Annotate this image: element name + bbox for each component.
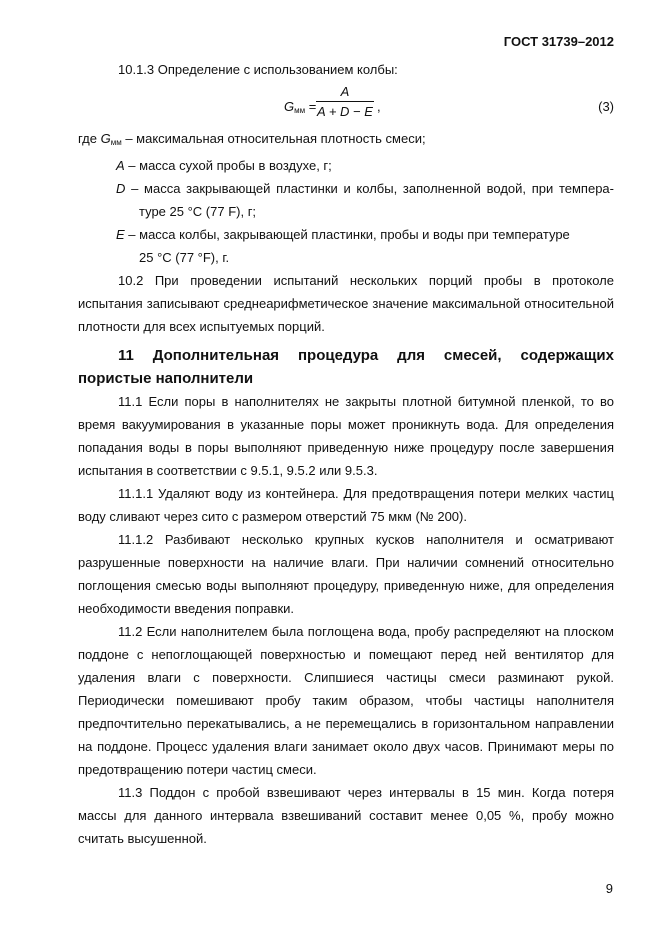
var-description: – масса колбы, закрывающей пластинки, пробы и воды при температуре bbox=[124, 227, 570, 242]
var-description: – масса закрывающей пластинки и колбы, заполненной водой, при темпера- bbox=[125, 181, 614, 196]
where-item-a bbox=[78, 154, 614, 177]
where-item-e bbox=[78, 223, 614, 246]
where-item-d bbox=[78, 177, 614, 200]
paragraph-10-2: 10.2 При проведении испытаний нескольких порций пробы в протоколе испытания записывают среднеарифметическое значение максимальной относительной плотности для всех испытуемых порций. bbox=[78, 273, 614, 334]
formula-denominator: A + D − E bbox=[317, 104, 373, 119]
section-11-title: 11 Дополнительная процедура для смесей, содержащих пористые наполнители bbox=[78, 347, 614, 387]
where-item-e-continued: 25 °С (77 °F), г. bbox=[139, 250, 230, 265]
where-item-d-continued: туре 25 °С (77 F), г; bbox=[139, 204, 257, 219]
paragraph-11-1-1: 11.1.1 Удаляют воду из контейнера. Для предотвращения потери мелких частиц воду сливают через сито с размером отверстий 75 мкм (№ 200). bbox=[78, 486, 614, 524]
page-number: 9 bbox=[605, 881, 613, 896]
formula-fraction bbox=[316, 84, 374, 120]
formula-numerator: A bbox=[340, 84, 350, 99]
where-g-text: – максимальная относительная плотность смеси; bbox=[121, 131, 426, 146]
paragraph-11-1: 11.1 Если поры в наполнителях не закрыты плотной битумной пленкой, то во время вакуумирования в указанные поры может проникнуть вода. Для определения попадания воды в поры выполняют приведенную ниже процедуру после завершения испытания в соответствии с 9.5.1, 9.5.2 или 9.5.3. bbox=[78, 394, 614, 478]
where-prefix: где bbox=[78, 131, 101, 146]
paragraph-11-2: 11.2 Если наполнителем была поглощена вода, пробу распределяют на плоском поддоне с непоглощающей поверхностью и помещают перед ней вентилятор для удаления влаги с поверхности. Слипшиеся частицы смеси разминают рукой. Периодически помешивают пробу таким образом, чтобы частицы наполнителя предпочтительно перекатывались, а не перемещались в горизонтальном направлении на поддоне. Процесс удаления влаги занимает около двух часов. Принимают меры по предотвращению потери частиц смеси. bbox=[78, 624, 614, 777]
formula-3 bbox=[78, 84, 614, 126]
var-symbol: A bbox=[116, 158, 125, 173]
where-line-g bbox=[78, 127, 614, 154]
where-g-symbol bbox=[101, 131, 122, 146]
formula-lhs-symbol: G bbox=[284, 99, 295, 114]
var-description: – масса сухой пробы в воздухе, г; bbox=[124, 158, 332, 173]
formula-lhs-subscript: мм bbox=[294, 106, 306, 115]
paragraph-11-3: 11.3 Поддон с пробой взвешивают через интервалы в 15 мин. Когда потеря массы для данного интервала взвешиваний составит менее 0,05 %, пробу можно считать высушенной. bbox=[78, 785, 614, 846]
standard-header: ГОСТ 31739–2012 bbox=[503, 34, 614, 49]
formula-equals: = bbox=[308, 99, 317, 114]
formula-lhs bbox=[284, 95, 316, 122]
var-symbol: E bbox=[116, 227, 125, 242]
equation-number: (3) bbox=[598, 99, 614, 114]
paragraph-11-1-2: 11.1.2 Разбивают несколько крупных кусков наполнителя и осматривают разрушенные поверхности на наличие влаги. При наличии сомнений относительно поглощения смесью воды выполняют процедуру, приведенную ниже, для определения необходимости введения поправки. bbox=[78, 532, 614, 616]
g-subscript: мм bbox=[110, 138, 122, 147]
g-symbol: G bbox=[100, 131, 111, 146]
formula-comma: , bbox=[377, 99, 381, 114]
var-symbol: D bbox=[116, 181, 126, 196]
page-content bbox=[78, 58, 614, 850]
intro-line: 10.1.3 Определение с использованием колбы: bbox=[118, 62, 398, 77]
fraction-bar bbox=[316, 101, 374, 102]
